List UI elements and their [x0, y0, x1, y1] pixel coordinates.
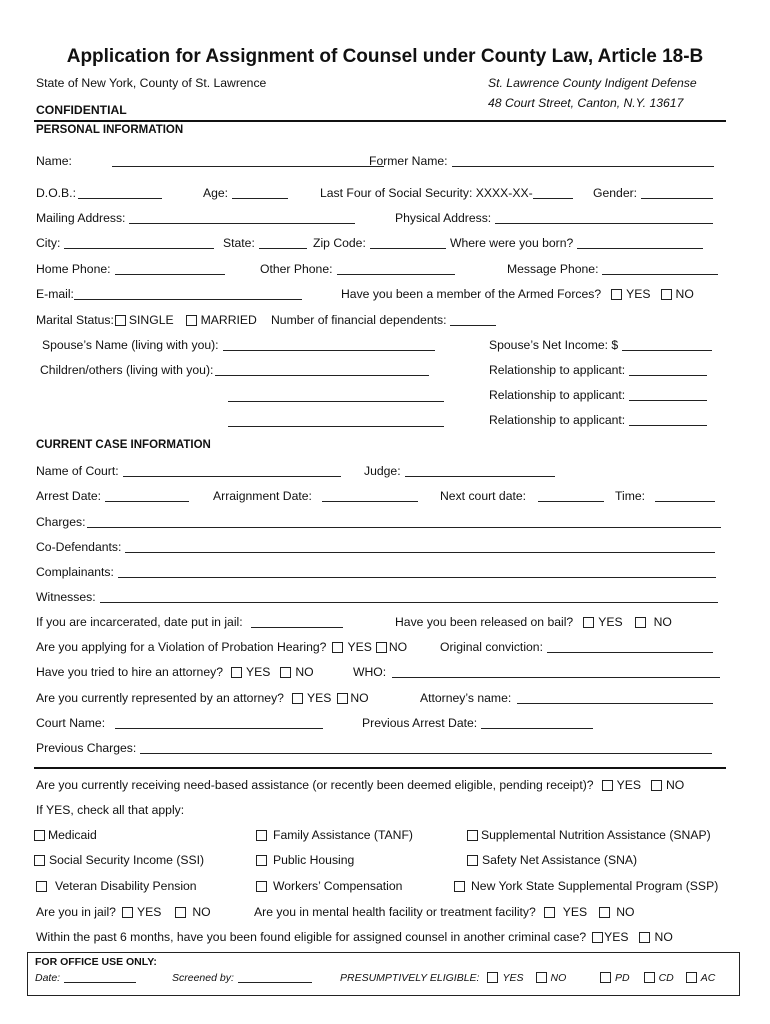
screened-line	[238, 972, 312, 983]
represented-label: Are you currently represented by an attorney?	[36, 691, 284, 705]
armed-forces-yes-label: YES	[626, 287, 651, 301]
relationship-label-2: Relationship to applicant:	[489, 388, 626, 402]
hire-attorney-label: Have you tried to hire an attorney?	[36, 665, 223, 679]
bail-yes-label: YES	[598, 615, 623, 629]
ssn-line	[533, 186, 573, 199]
bail-no-label: NO	[653, 615, 672, 629]
physical-field[interactable]	[395, 211, 713, 225]
cd-label: CD	[658, 972, 674, 984]
home-phone-line	[115, 262, 225, 275]
housing-label: Public Housing	[273, 853, 355, 867]
next-court-field[interactable]	[440, 489, 604, 503]
represented-yes-checkbox[interactable]	[292, 693, 303, 704]
dependents-line	[450, 313, 496, 326]
within6-yes-checkbox[interactable]	[592, 932, 603, 943]
time-label: Time:	[615, 489, 646, 503]
mental-no-label: NO	[616, 905, 635, 919]
designation-row	[598, 972, 715, 984]
office-date-line	[64, 972, 136, 983]
court-name2-field[interactable]	[36, 716, 323, 730]
armed-forces-yes-checkbox[interactable]	[611, 289, 622, 300]
hire-attorney-yes-label: YES	[245, 665, 271, 679]
spouse-income-field[interactable]	[489, 338, 712, 352]
other-phone-line	[337, 262, 455, 275]
presumptive-no-checkbox[interactable]	[536, 972, 547, 983]
message-phone-field[interactable]	[507, 262, 718, 276]
ssp-label: New York State Supplemental Program (SSP)	[471, 879, 719, 893]
dob-field[interactable]	[36, 186, 162, 200]
relationship-field-3[interactable]	[489, 413, 707, 427]
attorney-name-label: Attorney’s name:	[420, 691, 512, 705]
ssn-label: Last Four of Social Security: XXXX-XX-	[320, 186, 533, 200]
ssn-field[interactable]	[320, 186, 573, 200]
represented-no-label: NO	[350, 691, 369, 705]
case-heading: CURRENT CASE INFORMATION	[36, 439, 211, 451]
screened-field[interactable]	[172, 972, 312, 984]
incarcerated-line	[251, 615, 343, 628]
cd-checkbox[interactable]	[644, 972, 655, 983]
name-line	[112, 154, 384, 167]
probation-no-label: NO	[388, 640, 408, 654]
within6-question	[36, 930, 673, 944]
state-line: State of New York, County of St. Lawrence	[36, 76, 267, 90]
witnesses-label: Witnesses:	[36, 590, 96, 604]
former-name-label: Former Name:	[369, 154, 448, 168]
former-name-line	[452, 154, 714, 167]
jail-no-checkbox[interactable]	[175, 907, 186, 918]
codefendants-field[interactable]	[36, 540, 715, 554]
gender-field[interactable]	[593, 186, 713, 200]
who-line	[392, 665, 720, 678]
veteran-label: Veteran Disability Pension	[55, 879, 197, 893]
arrest-date-label: Arrest Date:	[36, 489, 102, 503]
spouse-name-field[interactable]	[42, 338, 435, 352]
prev-charges-label: Previous Charges:	[36, 741, 137, 755]
prev-charges-field[interactable]	[36, 741, 712, 755]
bail-no-checkbox[interactable]	[635, 617, 646, 628]
ac-label: AC	[700, 972, 716, 984]
codefendants-label: Co-Defendants:	[36, 540, 122, 554]
arraignment-date-label: Arraignment Date:	[213, 489, 312, 503]
assistance-no-label: NO	[665, 778, 685, 792]
relationship-line-1	[629, 363, 707, 376]
other-phone-field[interactable]	[260, 262, 455, 276]
probation-yes-checkbox[interactable]	[332, 642, 343, 653]
incarcerated-label: If you are incarcerated, date put in jail:	[36, 615, 243, 629]
dob-label: D.O.B.:	[36, 186, 76, 200]
tanf-checkbox[interactable]	[256, 830, 267, 841]
original-conviction-line	[547, 640, 713, 653]
name-field[interactable]	[36, 154, 384, 168]
presumptive-yes-checkbox[interactable]	[487, 972, 498, 983]
check-all-label: If YES, check all that apply:	[36, 803, 185, 817]
medicaid-label: Medicaid	[48, 828, 97, 842]
ssi-label: Social Security Income (SSI)	[49, 853, 205, 867]
charges-line	[87, 515, 721, 528]
attorney-name-field[interactable]	[420, 691, 713, 705]
office-date-label: Date:	[35, 972, 61, 984]
medicaid-checkbox[interactable]	[34, 830, 45, 841]
age-label: Age:	[203, 186, 229, 200]
pd-label: PD	[615, 972, 630, 984]
court-name-label: Name of Court:	[36, 464, 119, 478]
ssi-option[interactable]	[34, 853, 204, 867]
gender-label: Gender:	[593, 186, 638, 200]
workers-option[interactable]	[256, 879, 402, 893]
next-court-label: Next court date:	[440, 489, 527, 503]
original-conviction-field[interactable]	[440, 640, 713, 654]
charges-field[interactable]	[36, 515, 721, 529]
veteran-option[interactable]	[34, 879, 197, 893]
spouse-income-line	[622, 338, 712, 351]
assistance-yes-label: YES	[616, 778, 641, 792]
state-label: State:	[223, 236, 255, 250]
dob-line	[78, 186, 162, 199]
mental-yes-checkbox[interactable]	[544, 907, 555, 918]
personal-heading: PERSONAL INFORMATION	[36, 124, 184, 136]
sna-checkbox[interactable]	[467, 855, 478, 866]
who-field[interactable]	[353, 665, 720, 679]
time-field[interactable]	[615, 489, 715, 503]
presumptive-label: PRESUMPTIVELY ELIGIBLE:	[340, 972, 480, 984]
children-field[interactable]	[40, 363, 429, 377]
office-name: St. Lawrence County Indigent Defense	[488, 76, 697, 90]
spouse-name-label: Spouse’s Name (living with you):	[42, 338, 219, 352]
witnesses-field[interactable]	[36, 590, 718, 604]
complainants-line	[118, 565, 716, 578]
judge-field[interactable]	[364, 464, 555, 478]
armed-forces-label: Have you been a member of the Armed Forces?	[341, 287, 602, 301]
header-divider	[34, 120, 726, 122]
represented-yes-label: YES	[306, 691, 332, 705]
complainants-label: Complainants:	[36, 565, 114, 579]
hire-attorney-no-checkbox[interactable]	[280, 667, 291, 678]
codefendants-line	[125, 540, 715, 553]
snap-label: Supplemental Nutrition Assistance (SNAP)	[481, 828, 711, 842]
court-name-field[interactable]	[36, 464, 341, 478]
city-line	[64, 236, 214, 249]
who-label: WHO:	[353, 665, 387, 679]
office-address: 48 Court Street, Canton, N.Y. 13617	[488, 96, 684, 110]
email-field[interactable]	[36, 287, 302, 301]
within6-yes-label: YES	[604, 930, 629, 944]
presumptive-no-label: NO	[550, 972, 567, 984]
born-line	[577, 236, 703, 249]
name-label: Name:	[36, 154, 72, 168]
dependents-label: Number of financial dependents:	[271, 313, 447, 327]
born-label: Where were you born?	[450, 236, 574, 250]
within6-no-checkbox[interactable]	[639, 932, 650, 943]
marital-label: Marital Status:	[36, 313, 114, 327]
married-label: MARRIED	[200, 313, 257, 327]
zip-field[interactable]	[313, 236, 446, 250]
tanf-option[interactable]	[256, 828, 413, 842]
physical-line	[495, 211, 713, 224]
armed-forces-question	[341, 287, 694, 301]
presumptive-row	[340, 972, 566, 984]
presumptive-yes-label: YES	[502, 972, 524, 984]
pd-checkbox[interactable]	[600, 972, 611, 983]
arrest-date-field[interactable]	[36, 489, 189, 503]
housing-checkbox[interactable]	[256, 855, 267, 866]
jail-yes-label: YES	[136, 905, 162, 919]
mental-yes-label: YES	[562, 905, 588, 919]
prev-charges-line	[140, 741, 712, 754]
city-field[interactable]	[36, 236, 214, 250]
spouse-income-label: Spouse’s Net Income: $	[489, 338, 619, 352]
court-name2-label: Court Name:	[36, 716, 106, 730]
probation-question	[36, 640, 407, 654]
prev-arrest-field[interactable]	[362, 716, 593, 730]
single-checkbox[interactable]	[115, 315, 126, 326]
assistance-label: Are you currently receiving need-based assistance (or recently been deemed eligible, pending receipt)?	[36, 778, 594, 792]
time-line	[655, 489, 715, 502]
arrest-date-line	[105, 489, 189, 502]
hire-attorney-no-label: NO	[295, 665, 314, 679]
office-heading: FOR OFFICE USE ONLY:	[35, 956, 157, 968]
incarcerated-field[interactable]	[36, 615, 343, 629]
assistance-no-checkbox[interactable]	[651, 780, 662, 791]
city-label: City:	[36, 236, 61, 250]
attorney-name-line	[517, 691, 713, 704]
workers-label: Workers’ Compensation	[273, 879, 403, 893]
born-field[interactable]	[450, 236, 703, 250]
housing-option[interactable]	[256, 853, 354, 867]
represented-question	[36, 691, 369, 705]
confidential-label: CONFIDENTIAL	[36, 103, 127, 117]
medicaid-option[interactable]	[34, 828, 97, 842]
email-label: E-mail:	[36, 287, 74, 301]
sna-option[interactable]	[467, 853, 637, 867]
armed-forces-no-label: NO	[675, 287, 694, 301]
ac-checkbox[interactable]	[686, 972, 697, 983]
jail-no-label: NO	[192, 905, 211, 919]
zip-label: Zip Code:	[313, 236, 366, 250]
jail-label: Are you in jail?	[36, 905, 116, 919]
prev-arrest-label: Previous Arrest Date:	[362, 716, 478, 730]
children-line-1	[215, 363, 429, 376]
next-court-line	[538, 489, 604, 502]
assistance-question	[36, 778, 684, 792]
home-phone-field[interactable]	[36, 262, 225, 276]
relationship-label-3: Relationship to applicant:	[489, 413, 626, 427]
assistance-yes-checkbox[interactable]	[602, 780, 613, 791]
spouse-name-line	[223, 338, 435, 351]
ssp-checkbox[interactable]	[454, 881, 465, 892]
children-line-2[interactable]	[228, 401, 444, 402]
mailing-label: Mailing Address:	[36, 211, 126, 225]
single-label: SINGLE	[128, 313, 174, 327]
hire-attorney-yes-checkbox[interactable]	[231, 667, 242, 678]
age-line	[232, 186, 288, 199]
zip-line	[370, 236, 446, 249]
judge-label: Judge:	[364, 464, 401, 478]
bail-yes-checkbox[interactable]	[583, 617, 594, 628]
court-name-line	[123, 464, 341, 477]
message-phone-line	[602, 262, 718, 275]
snap-checkbox[interactable]	[467, 830, 478, 841]
charges-label: Charges:	[36, 515, 86, 529]
age-field[interactable]	[203, 186, 288, 200]
prev-arrest-line	[481, 716, 593, 729]
dependents-field[interactable]	[271, 313, 496, 327]
relationship-field-2[interactable]	[489, 388, 707, 402]
home-phone-label: Home Phone:	[36, 262, 111, 276]
relationship-field-1[interactable]	[489, 363, 707, 377]
children-line-3[interactable]	[228, 426, 444, 427]
tanf-label: Family Assistance (TANF)	[273, 828, 413, 842]
message-phone-label: Message Phone:	[507, 262, 599, 276]
mental-no-checkbox[interactable]	[599, 907, 610, 918]
marital-status-row	[36, 313, 257, 327]
mental-label: Are you in mental health facility or treatment facility?	[254, 905, 536, 919]
complainants-field[interactable]	[36, 565, 716, 579]
office-date-field[interactable]	[35, 972, 136, 984]
represented-no-checkbox[interactable]	[337, 693, 348, 704]
court-name2-line	[115, 716, 323, 729]
jail-yes-checkbox[interactable]	[122, 907, 133, 918]
armed-forces-no-checkbox[interactable]	[661, 289, 672, 300]
workers-checkbox[interactable]	[256, 881, 267, 892]
probation-no-checkbox[interactable]	[376, 642, 387, 653]
screened-label: Screened by:	[172, 972, 234, 984]
mailing-field[interactable]	[36, 211, 355, 225]
married-checkbox[interactable]	[186, 315, 197, 326]
other-phone-label: Other Phone:	[260, 262, 333, 276]
email-line	[74, 287, 302, 300]
former-name-field[interactable]	[369, 154, 714, 168]
within6-label: Within the past 6 months, have you been found eligible for assigned counsel in another criminal case?	[36, 930, 587, 944]
relationship-line-3	[629, 413, 707, 426]
gender-line	[641, 186, 713, 199]
bail-label: Have you been released on bail?	[395, 615, 574, 629]
form-title: Application for Assignment of Counsel under County Law, Article 18-B	[66, 46, 704, 67]
relationship-label-1: Relationship to applicant:	[489, 363, 626, 377]
probation-yes-label: YES	[347, 640, 372, 654]
arraignment-date-line	[322, 489, 418, 502]
witnesses-line	[100, 590, 718, 603]
mailing-line	[129, 211, 355, 224]
mental-question	[254, 905, 634, 919]
sna-label: Safety Net Assistance (SNA)	[482, 853, 638, 867]
hire-attorney-question	[36, 665, 314, 679]
probation-label: Are you applying for a Violation of Probation Hearing?	[36, 640, 327, 654]
jail-question	[36, 905, 211, 919]
bail-question	[395, 615, 672, 629]
snap-option[interactable]	[467, 828, 711, 842]
state-field[interactable]	[223, 236, 307, 250]
ssi-checkbox[interactable]	[34, 855, 45, 866]
ssp-option[interactable]	[454, 879, 718, 893]
children-label: Children/others (living with you):	[40, 363, 214, 377]
judge-line	[405, 464, 555, 477]
veteran-checkbox[interactable]	[36, 881, 47, 892]
within6-no-label: NO	[654, 930, 673, 944]
physical-label: Physical Address:	[395, 211, 492, 225]
original-conviction-label: Original conviction:	[440, 640, 543, 654]
assistance-divider	[34, 767, 726, 769]
relationship-line-2	[629, 388, 707, 401]
arraignment-date-field[interactable]	[213, 489, 418, 503]
state-input-line	[259, 236, 307, 249]
